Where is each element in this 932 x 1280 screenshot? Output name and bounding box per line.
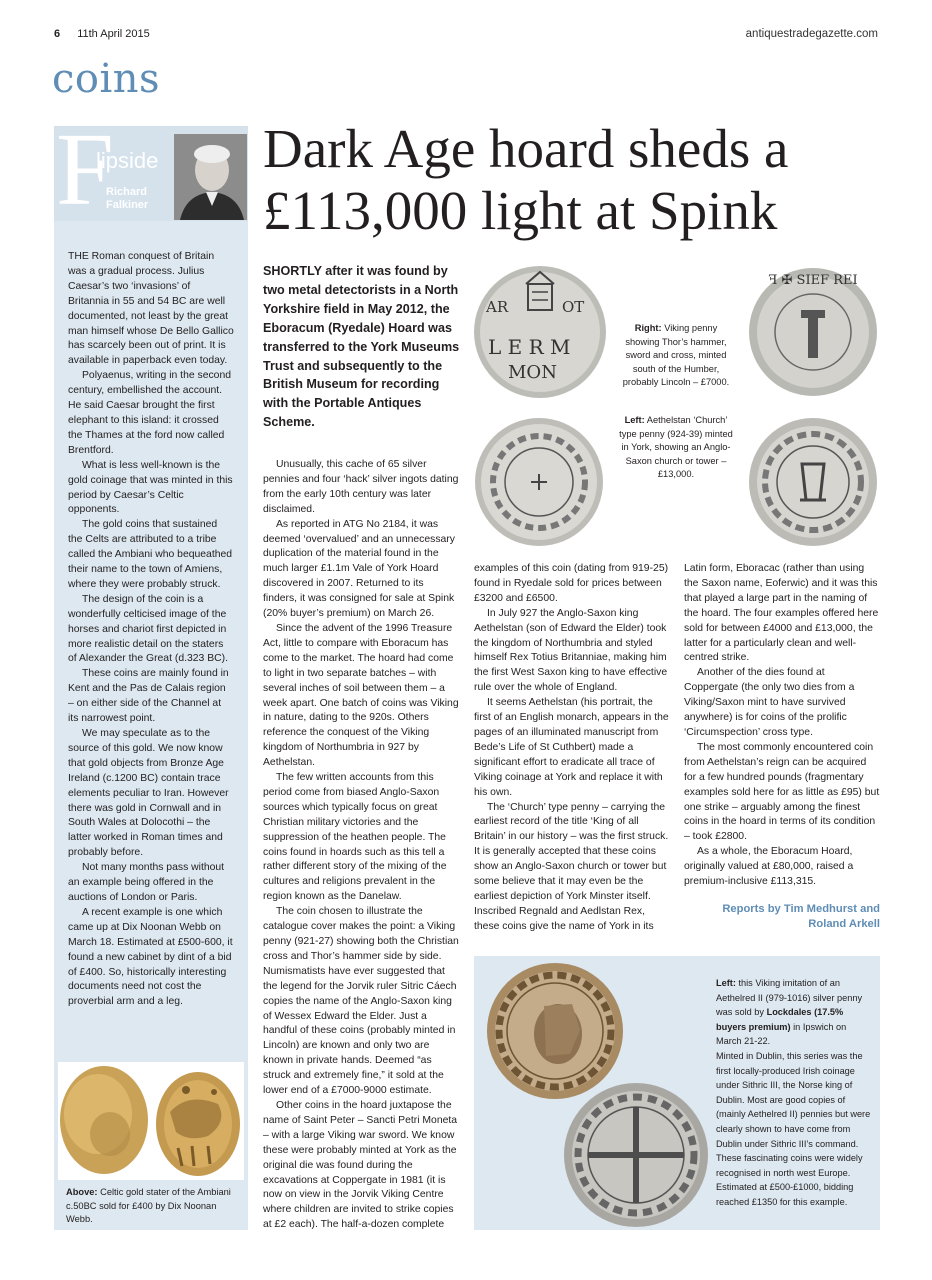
caption-label: Above: [66,1187,98,1197]
page-number: 6 [54,28,61,40]
sidebar-paragraph: These coins are mainly found in Kent and the Pas de Calais region – on either side of the Channel at its narrowest point. [68,668,229,725]
article-column-2 [474,562,670,935]
body-paragraph: examples of this coin (dating from 919-25) found in Ryedale sold for prices between £3200 and £6500. [474,563,669,604]
flipside-body [68,250,234,1010]
sidebar-paragraph: What is less well-known is the gold coinage that was minted in this period by Caesar’s Celtic opponents. [68,459,233,516]
caption-label: Right: [634,323,662,333]
website-link[interactable]: antiquestradegazette.com [745,28,878,40]
issue-date: 11th April 2015 [77,28,150,40]
church-penny-caption [616,414,736,482]
caption-text: Viking penny showing Thor’s hammer, sword and cross, minted south of the Humber, probably Lincoln – £7000. [622,323,730,387]
article-column-1 [263,458,459,1233]
body-paragraph: In July 927 the Anglo-Saxon king Aethelstan (son of Edward the Elder) took the kingdom of Northumbria and styled himself Rex Totius Britanniae, making him the first West Saxon king to have effective rule over the whole of England. [474,607,668,694]
caption-text: in Ipswich on March 21-22. [716,1021,847,1047]
caption-label: Left: [624,415,645,425]
flipside-initial: F [56,112,114,227]
section-title: coins [52,56,161,102]
sidebar-paragraph: We may speculate as to the source of this gold. We now know that gold objects from Bronze Age Ireland (c.1200 BC) contain trace elements peculiar to Iran. However there was gold in Cornwall and in South Wales at Dolocothi – the latter worked in Roman times and probably before. [68,728,229,859]
celtic-stater-caption [66,1186,238,1227]
body-paragraph: Other coins in the hoard juxtapose the name of Saint Peter – Sancti Petri Moneta – with a large Viking war sword. We know these were probably minted at York as the original die was found during the excavations at Coppergate in 1981 (it is now on view in the Jorvik Viking Centre where children are invited to strike copies at £2 each). The half-a-dozen complete [263,1099,458,1231]
body-paragraph: The coin chosen to illustrate the catalogue cover makes the point: a Viking penny (921-27) showing both the Christian cross and Thor’s hammer side by side. Numismatists have ever suggested that the legend for the Jorvik ruler Sitric Cáech copies the name of the Anglo-Saxon king of Wessex Edward the Elder. Just a handful of these coins (probably minted in Lincoln) are known and only two are known in private hands. Deemed “as struck and extremely fine,” it sold at the lower end of a £7000-9000 estimate. [263,906,459,1097]
coin-legend: L E R M [488,335,571,359]
page-folio [54,28,150,40]
celtic-stater-photo [58,1062,244,1180]
author-last-name: Falkiner [106,199,149,211]
body-paragraph: The ‘Church’ type penny – carrying the earliest record of the title ‘King of all Britain’ in our history – was the first struck. It is generally accepted that these coins show an Anglo-Saxon church or tower but some believe that it may even be the earliest depiction of York Minster itself. Inscribed Regnald and Aedlstan Rex, these coins give the name of York in its [474,801,669,932]
viking-penny-reverse-photo [746,262,880,402]
author-portrait [174,134,247,220]
body-paragraph: Since the advent of the 1996 Treasure Act, little to compare with Eboracum has come to the market. The hoard had come to light in two separate batches – with several inches of soil between them – a week apart. One batch of coins was Viking in nature, dating to the 920s. Others reference the conquest of the Viking kingdom of Northumbria in 927 by Aethelstan. [263,622,459,769]
article-headline: Dark Age hoard sheds a £113,000 light at Spink [263,118,789,241]
viking-penny-sword-photo [746,414,880,550]
aethelred-imitation-reverse-photo [554,1080,718,1230]
flipside-title: lipside [96,148,159,173]
sidebar-paragraph: Not many months pass without an example being offered in the auctions of London or Paris. [68,862,225,903]
body-paragraph: Latin form, Eboracac (rather than using the Saxon name, Eoferwic) and it was this that played a large part in the naming of the hoard. The four examples offered here sold for between £4000 and £13,000, the latter for a particularly clean and well-centred strike. [684,563,879,664]
caption-text: Minted in Dublin, this series was the first locally-produced Irish coinage under Sithric III, the Norse king of Dublin. Most are good copies of (mainly Aethelred II) pennies but were clearly shown to have come from Dublin under Sithric III’s command. These fascinating coins were widely recognised in north west Europe. Estimated at £500-£1000, bidding reached £1350 for this example. [716,1050,871,1207]
coin-legend: ꟻ ✠ SIEF REI [768,273,858,288]
article-byline: Reports by Tim Medhurst and Roland Arkell [722,903,880,930]
sidebar-paragraph: The design of the coin is a wonderfully celticised image of the horses and chariot first depicted in more realistic detail on the staters of Alexander the Great (d.323 BC). [68,593,228,665]
coin-legend: OT [562,298,585,316]
caption-text: Aethelstan ‘Church’ type penny (924-39) minted in York, showing an Anglo-Saxon church or tower – £13,000. [619,415,733,479]
sidebar-paragraph: The gold coins that sustained the Celts are attributed to a tribe called the Ambiani who bequeathed their name to the town of Amiens, where they were probably struck. [68,519,233,590]
author-first-name: Richard [106,186,147,198]
sidebar-paragraph: Polyaenus, writing in the second century, embellished the account. He said Caesar brought the first elephant to this island: it crossed the Thames at the ford now called Brentford. [68,370,232,456]
caption-label: Left: [716,978,736,988]
article-column-3 [684,562,880,890]
sidebar-paragraph: THE Roman conquest of Britain was a gradual process. Julius Caesar’s two ‘invasions’ of Britannia in 55 and 54 BC are well documented, not least by the great man himself whose De Bello Gallico has scarcely been out of print. It is available in paperback even today. [68,251,234,367]
body-paragraph: As reported in ATG No 2184, it was deemed ‘overvalued’ and an unnecessary duplication of the material found in the much larger £1.1m Vale of York Hoard discovered in 2007. Returned to its finders, it was consigned for sale at Spink (20% buyer’s premium) on March 26. [263,518,455,620]
coin-legend: AR [486,298,509,316]
flipside-author [106,186,176,212]
auction-house-name: Lockdales (17.5% buyers premium) [716,1007,844,1032]
lockdales-caption [716,976,872,1210]
church-penny-obverse-photo [470,262,610,402]
lockdales-caption-intro [716,976,872,1049]
body-paragraph: Unusually, this cache of 65 silver pennies and four ‘hack’ silver ingots dating from the early 10th century was later disclaimed. [263,459,459,515]
caption-text: this Viking imitation of an Aethelred II (979-1016) silver penny was sold by [716,978,863,1018]
coin-legend: MON [508,362,557,383]
caption-text: Celtic gold stater of the Ambiani c.50BC sold for £400 by Dix Noonan Webb. [66,1187,231,1224]
church-penny-reverse-photo [470,414,608,550]
body-paragraph: Another of the dies found at Coppergate (the only two dies from a Viking/Saxon mint to have survived anywhere) is for coins of the prolific ‘Circumspection’ cross type. [684,667,855,738]
body-paragraph: The few written accounts from this period come from biased Anglo-Saxon sources which typically focus on great Christian military victories and the suppression of the heathen people. The coins found in hoards such as this tell a rather different story of the mixing of the cultures and religions prevalent in the region known as the Danelaw. [263,772,447,903]
body-paragraph: As a whole, the Eboracum Hoard, originally valued at £80,000, raised a premium-inclusive £113,315. [684,846,854,888]
body-paragraph: The most commonly encountered coin from Aethelstan’s reign can be acquired for a few hundred pounds (fragmentary examples sold here for as little as £95) but one strike – arguably among the finest coins in the hoard in terms of its condition – took £2800. [684,741,880,843]
sidebar-paragraph: A recent example is one which came up at Dix Noonan Webb on March 18. Estimated at £500-600, it found a new cabinet by dint of a bid of £400. So, historically interesting documents need not cost the proverbial arm and a leg. [68,906,233,1008]
viking-penny-caption [618,322,734,390]
body-paragraph: It seems Aethelstan (his portrait, the first of an English monarch, appears in the pages of an illuminated manuscript from Bede’s Life of St Cuthbert) made a significant effort to eradicate all trace of Viking coinage at York and replace it with his own. [474,697,669,798]
article-standfirst: SHORTLY after it was found by two metal detectorists in a North Yorkshire field in May 2012, the Eboracum (Ryedale) Hoard was transferred to the York Museums Trust and subsequently to the British Museum for recording with the Portable Antiques Scheme. [263,264,460,430]
